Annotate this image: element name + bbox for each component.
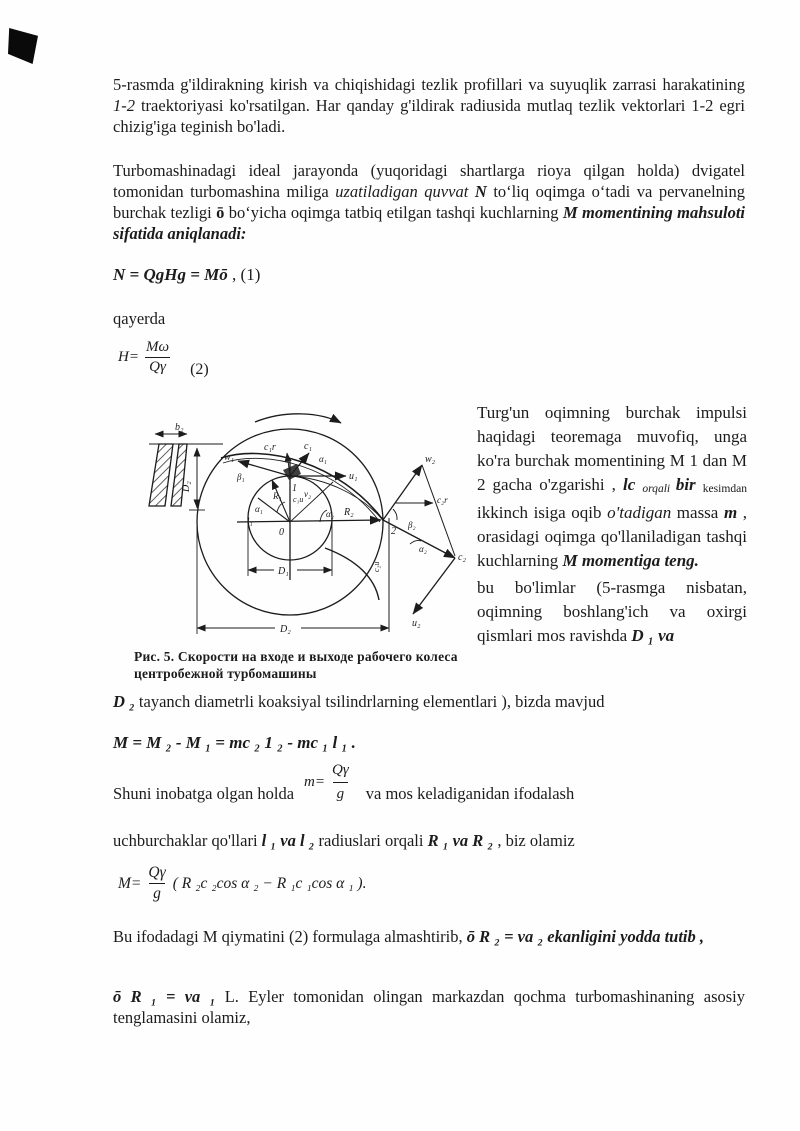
formula-4-numerator: Qγ (332, 762, 349, 778)
formula-1: N = QgHg = Mō , (1) (113, 265, 261, 284)
formula-4-fraction (328, 760, 353, 805)
beta2-label: β₂ (408, 520, 416, 530)
r1-label: R₁ (273, 491, 282, 501)
alpha2-center-label: α₂ (326, 509, 334, 519)
right-column-paragraph-2: bu bo'limlar (5-rasmga nisbatan, oqimning boshlang'ich va oxirgi qismlari mos ravishda D ₁ va (477, 578, 747, 646)
rotation-arrow (255, 414, 341, 423)
w1-vector (238, 461, 290, 476)
formula-2-lhs: H= (118, 349, 139, 365)
formula-4-denominator: g (333, 782, 349, 805)
scan-artifact (8, 28, 38, 64)
point1-label: 1 (292, 483, 297, 494)
l1-label: l₁ (247, 516, 253, 526)
blade-curve-3 (325, 548, 379, 600)
w2-label: w₂ (425, 454, 436, 465)
paragraph-6: Bu ifodadagi M qiymatini (2) formulaga almashtirib, ō R ₂ = va ₂ ekanligini yodda tutib , (113, 927, 705, 946)
c1u-label: c₁u (293, 495, 304, 504)
alpha1-top-label: α₁ (319, 454, 327, 464)
r2-label: R₂ (344, 507, 354, 518)
formula-2 (118, 339, 209, 376)
triangle-edge (422, 465, 455, 556)
c2r-label: c₂r (437, 495, 448, 505)
paragraph-1: 5-rasmda g'ildirakning kirish va chiqishidagi tezlik profillari va suyuqlik zarrasi harakatining 1-2 traektoriyasi ko'rsatilgan. Har qanday g'ildirak radiusida mutlaq tezlik vektorlari 1-2 egri chizig'iga teginish bo'ladi. (113, 75, 745, 136)
formula-5-lhs: M= (118, 874, 142, 892)
paragraph-2: Turbomashinadagi ideal jarayonda (yuqoridagi shartlarga rioya qilgan holda) dvigatel tomonidan turbomashina miliga uzatiladigan quvvat N to‘liq oqimga o‘tadi va pervanelning burchak tezligi ō bo‘yicha oqimga tatbiq etilgan tashqi kuchlarning M momentining mahsuloti sifatida aniqlanadi: (113, 161, 745, 243)
formula-4-lhs: m= (304, 774, 325, 790)
formula-5-numerator: Qγ (148, 864, 166, 881)
detail-section-a (149, 444, 173, 506)
alpha1-center-label: α₁ (255, 504, 263, 514)
c2u-label: c₂u (372, 561, 381, 572)
paragraph-3: D ₂ tayanch diametrli koaksiyal tsilindrlarning elementlari ), bizda mavjud (113, 692, 605, 711)
c2-label: c₂ (458, 552, 466, 563)
c1r-label: c₁r (264, 442, 276, 453)
paragraph-4 (113, 760, 753, 805)
formula-3: M = M ₂ - M ₁ = mc ₂ 1 ₂ - mc ₁ l ₁ . (113, 733, 356, 752)
blade-curve-2 (223, 458, 380, 522)
d1-dim-label: D₁ (278, 566, 289, 577)
point2-label: 2 (391, 526, 396, 537)
d2-dim-label: D₂ (280, 624, 291, 635)
formula-2-fraction (142, 339, 173, 376)
d2-detail-label: D₂ (181, 481, 192, 492)
qayerda-label: qayerda (113, 309, 166, 328)
figure-caption-line1: Рис. 5. Скорости на входе и выходе рабочего колеса (134, 649, 458, 664)
u1-label: u₁ (349, 471, 358, 482)
w1-label: w₁ (224, 452, 235, 463)
formula-5-fraction (144, 864, 169, 903)
b2-label: b₂ (175, 422, 184, 433)
detail-section-b (171, 444, 187, 506)
formula-5 (118, 864, 366, 903)
paragraph-5: uchburchaklar qo'llari l ₁ va l ₂ radiuslari orqali R ₁ va R ₂ , biz olamiz (113, 831, 575, 850)
figure-caption-line2: центробежной турбомашины (134, 666, 317, 681)
right-column-paragraph-1: Turg'un oqimning burchak impulsi haqidagi teoremaga muvofiq, unga ko'ra burchak momentining M 1 dan M 2 gacha o'zgarishi , lc orqali bir kesimdan ikkinch isiga oqib o'tadigan massa m , orasidagi oqimga qo'llaniladigan tashqi kuchlarning M momentiga teng. (477, 403, 748, 571)
paragraph-4-suffix: va mos keladiganidan ifodalash (365, 784, 575, 803)
beta1-label: β₁ (237, 472, 245, 482)
w2-vector (383, 465, 422, 520)
paragraph-4-prefix: Shuni inobatga olgan holda (113, 784, 295, 803)
formula-2-tag: (2) (190, 361, 209, 378)
formula-5-denominator: g (149, 883, 165, 903)
formula-4 (304, 760, 356, 805)
v2-label: v₂ (304, 489, 312, 499)
right-column (477, 401, 747, 648)
u2-label: u₂ (412, 618, 421, 629)
center-label: 0 (279, 527, 284, 538)
alpha2-outlet-label: α₂ (419, 544, 427, 554)
c1-label: c₁ (304, 441, 312, 452)
u2-vector (413, 558, 455, 614)
formula-2-denominator: Qγ (145, 357, 170, 376)
formula-5-tail: ( R ₂c ₂cos α ₂ − R ₁c ₁cos α ₁ ). (172, 874, 367, 892)
figure-5-diagram (125, 400, 470, 650)
paragraph-7: ō R ₁ = va ₁ L. Eyler tomonidan olingan markazdan qochma turbomashinaning asosiy tenglamasini olamiz, (113, 987, 745, 1027)
formula-2-numerator: Mω (145, 339, 170, 355)
beta2-arc (393, 509, 397, 520)
figure-caption (134, 648, 464, 682)
r2-line (237, 520, 381, 522)
